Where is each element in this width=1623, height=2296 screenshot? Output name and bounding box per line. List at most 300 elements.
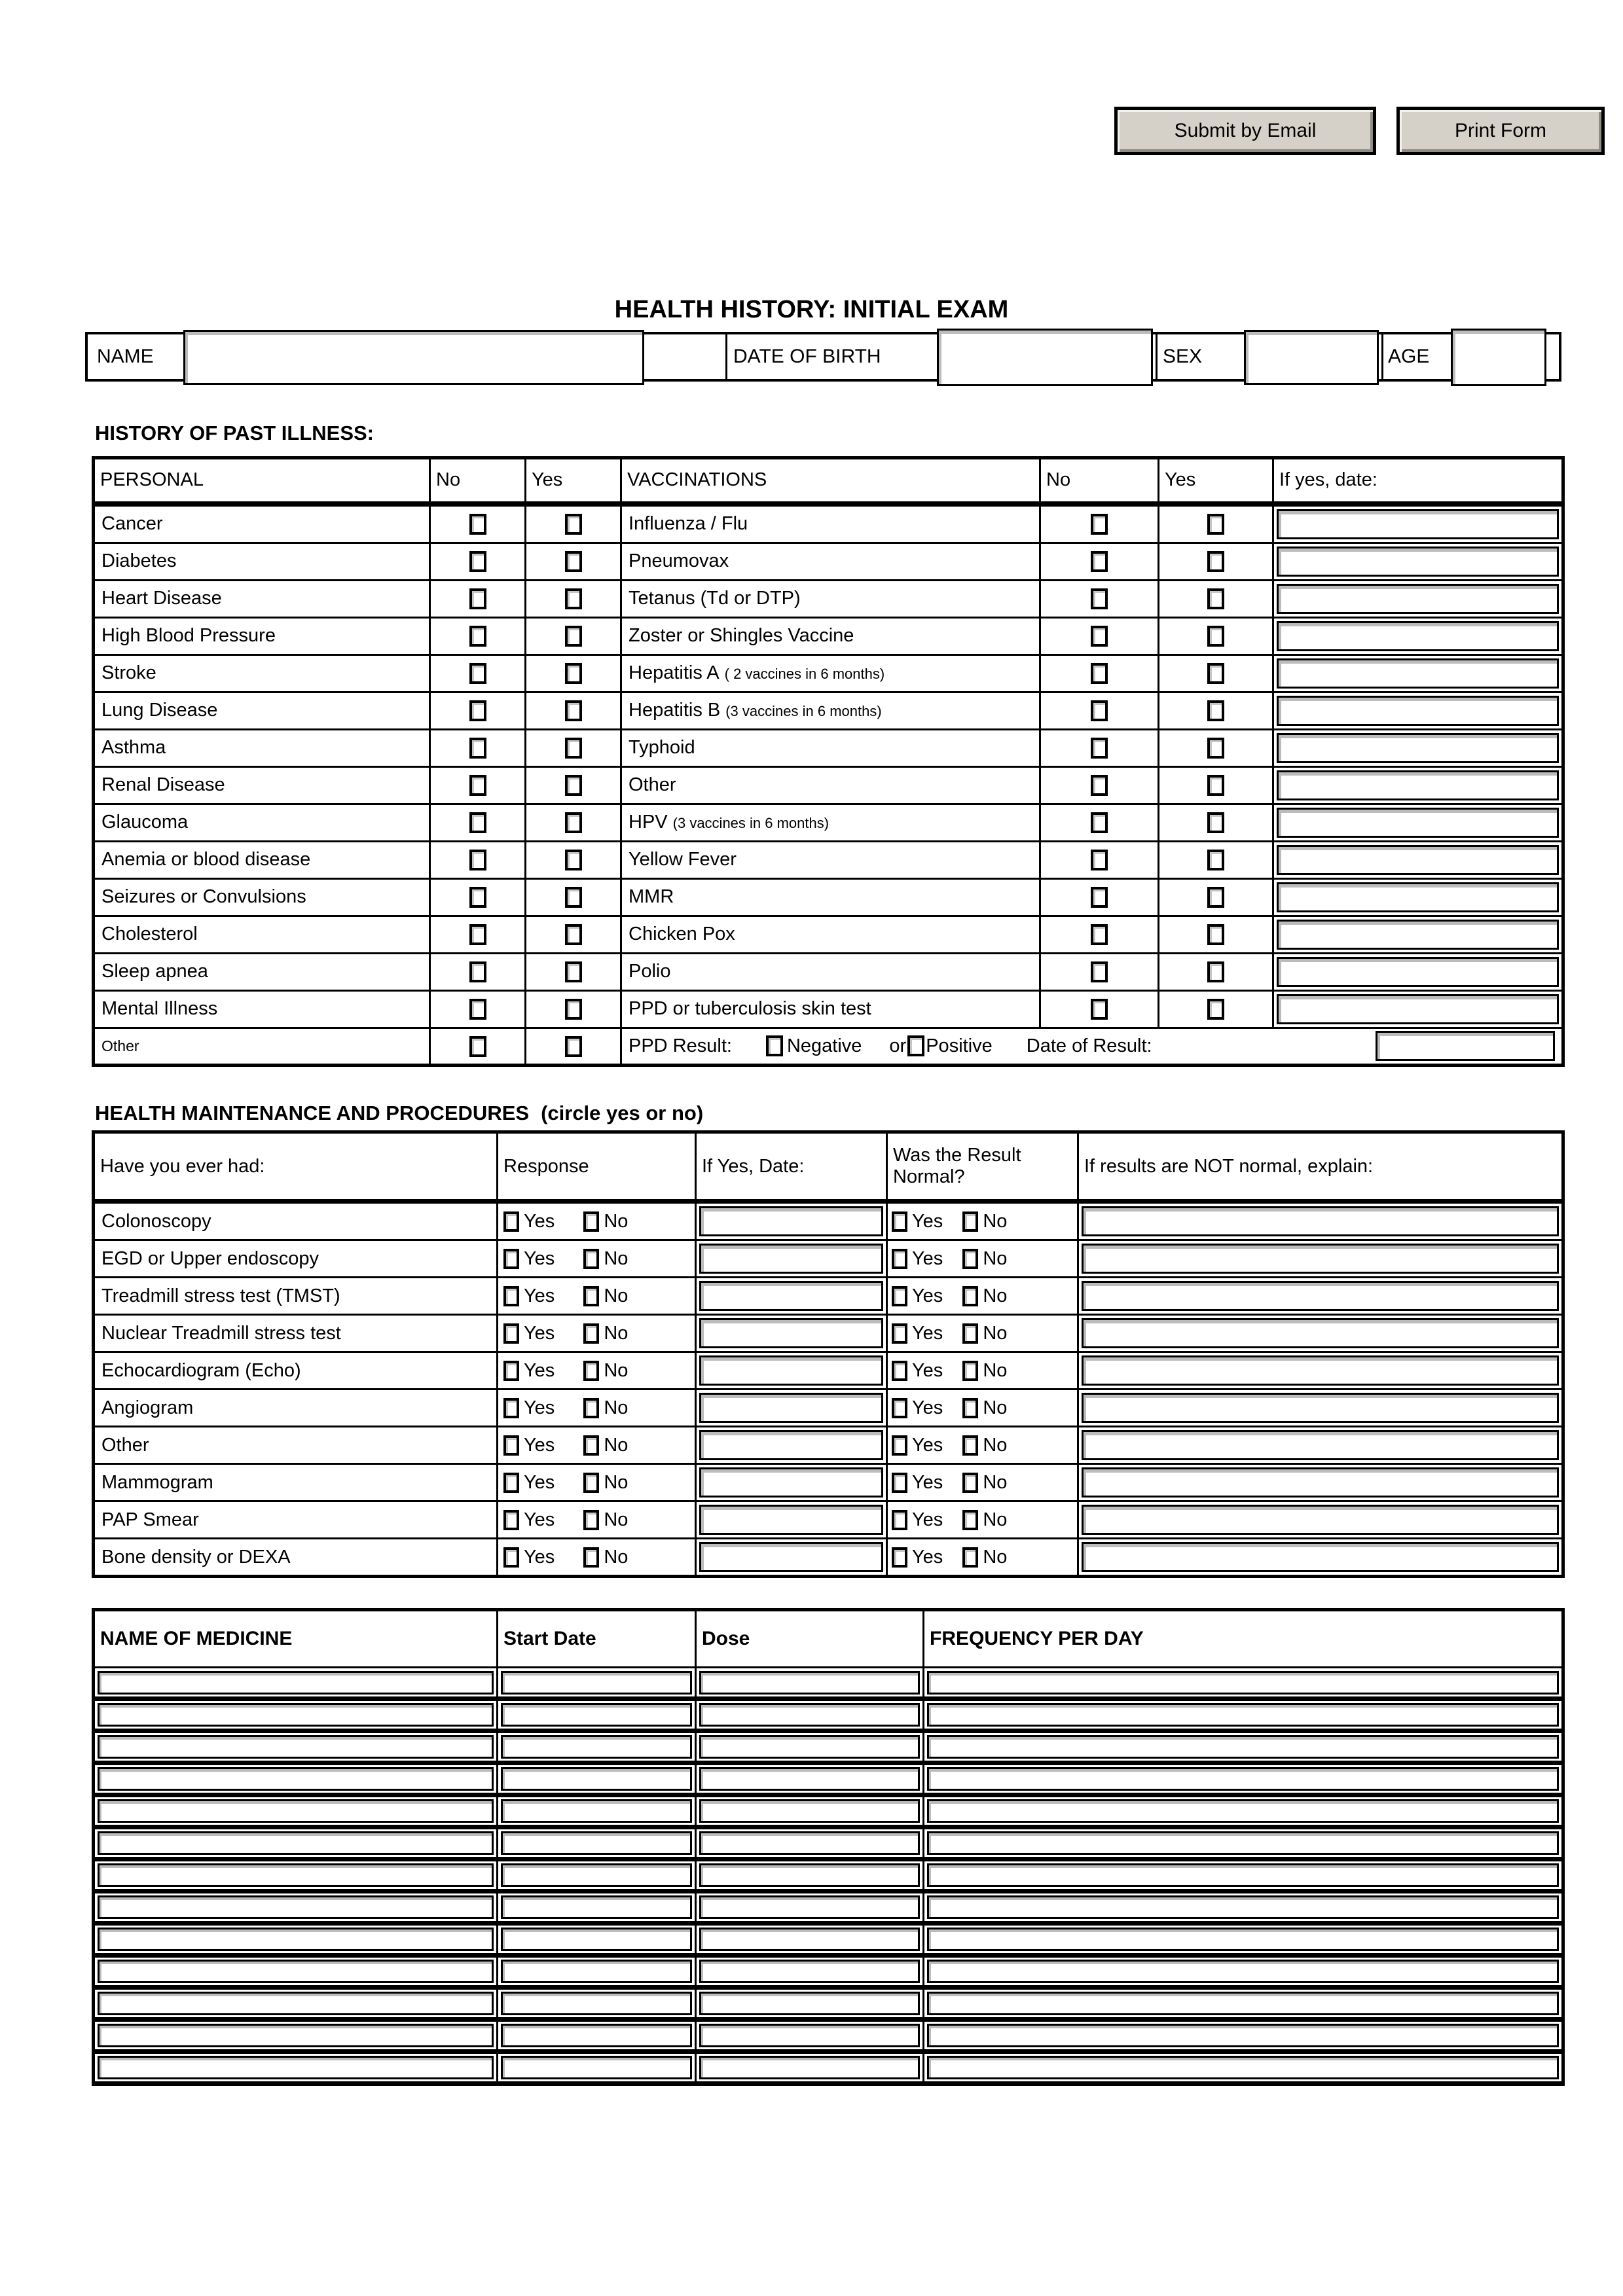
medicine-dose-input[interactable] <box>699 1992 920 2015</box>
response-yes-checkbox[interactable] <box>503 1473 519 1493</box>
medicine-start-date-input[interactable] <box>501 2024 692 2047</box>
column-header-have-you-ever-had: Have you ever had: <box>94 1132 498 1202</box>
personal-illness-label: Cancer <box>94 504 430 543</box>
normal-no-checkbox[interactable] <box>962 1510 978 1530</box>
personal-no-checkbox[interactable] <box>469 999 486 1020</box>
personal-yes-checkbox[interactable] <box>565 961 582 982</box>
normal-yes-checkbox[interactable] <box>892 1249 907 1269</box>
divider <box>1156 334 1158 379</box>
personal-yes-checkbox[interactable] <box>565 551 582 572</box>
medicine-row <box>94 2020 1563 2052</box>
response-no-checkbox[interactable] <box>583 1211 599 1232</box>
normal-yes-label: Yes <box>912 1397 943 1418</box>
medicine-dose-input[interactable] <box>699 1735 920 1759</box>
response-yes-label: Yes <box>524 1471 555 1493</box>
vaccination-yes-checkbox[interactable] <box>1207 588 1224 609</box>
vaccination-label <box>621 841 1040 878</box>
illness-table-row <box>94 1028 1563 1065</box>
vaccination-no-checkbox[interactable] <box>1091 999 1108 1020</box>
response-no-label: No <box>604 1471 629 1493</box>
procedure-explain-input[interactable] <box>1082 1281 1559 1311</box>
procedure-row <box>94 1352 1563 1390</box>
medicines-table <box>92 1608 1565 2086</box>
response-yes-checkbox[interactable] <box>503 1211 519 1232</box>
response-yes-label: Yes <box>524 1322 555 1344</box>
illness-section-heading: HISTORY OF PAST ILLNESS: <box>95 422 374 444</box>
medicine-name-input[interactable] <box>98 1863 494 1887</box>
vaccination-no-checkbox[interactable] <box>1091 626 1108 647</box>
normal-yes-checkbox[interactable] <box>892 1286 907 1306</box>
vaccination-date-input[interactable] <box>1277 994 1559 1024</box>
personal-illness-label: Lung Disease <box>94 692 430 729</box>
medicine-name-input[interactable] <box>98 1671 494 1695</box>
normal-yes-checkbox[interactable] <box>892 1211 907 1232</box>
personal-illness-label: Asthma <box>94 729 430 766</box>
vaccination-date-input[interactable] <box>1277 808 1559 838</box>
personal-no-checkbox[interactable] <box>469 887 486 908</box>
response-cell <box>498 1427 696 1464</box>
medicine-name-input[interactable] <box>98 1992 494 2015</box>
medicine-name-input[interactable] <box>98 1960 494 1983</box>
vaccination-yes-checkbox[interactable] <box>1207 663 1224 684</box>
normal-yes-label: Yes <box>912 1359 943 1381</box>
medicine-row <box>94 1924 1563 1956</box>
personal-yes-checkbox[interactable] <box>565 850 582 870</box>
ppd-result-row <box>621 1028 1563 1065</box>
procedure-date-input[interactable] <box>699 1430 883 1460</box>
response-cell <box>498 1501 696 1539</box>
medicine-dose-input[interactable] <box>699 2056 920 2079</box>
medicine-dose-input[interactable] <box>699 1671 920 1695</box>
response-yes-label: Yes <box>524 1434 555 1456</box>
response-cell <box>498 1539 696 1577</box>
personal-no-checkbox[interactable] <box>469 850 486 870</box>
normal-no-label: No <box>983 1247 1008 1269</box>
response-no-label: No <box>604 1509 629 1530</box>
name-label: NAME <box>97 346 154 367</box>
procedure-explain-input[interactable] <box>1082 1505 1559 1535</box>
response-no-checkbox[interactable] <box>583 1473 599 1493</box>
medicine-start-date-input[interactable] <box>501 1928 692 1951</box>
medicine-dose-input[interactable] <box>699 1863 920 1887</box>
vaccination-date-input[interactable] <box>1277 658 1559 689</box>
illness-table-row <box>94 990 1563 1028</box>
normal-yes-label: Yes <box>912 1509 943 1530</box>
vaccination-no-checkbox[interactable] <box>1091 551 1108 572</box>
procedure-date-input[interactable] <box>699 1505 883 1535</box>
medicine-dose-input[interactable] <box>699 2024 920 2047</box>
medicine-row <box>94 1892 1563 1924</box>
vaccination-yes-checkbox[interactable] <box>1207 700 1224 721</box>
vaccination-name: Polio <box>629 961 671 982</box>
procedure-date-input[interactable] <box>699 1467 883 1498</box>
vaccination-yes-checkbox[interactable] <box>1207 999 1224 1020</box>
medicine-start-date-input[interactable] <box>501 1960 692 1983</box>
column-header-yes: Yes <box>1159 458 1273 504</box>
response-cell <box>498 1464 696 1501</box>
medicine-frequency-input[interactable] <box>927 2024 1559 2047</box>
personal-no-checkbox[interactable] <box>469 775 486 796</box>
procedure-explain-input[interactable] <box>1082 1318 1559 1348</box>
medicine-name-input[interactable] <box>98 2056 494 2079</box>
personal-yes-checkbox[interactable] <box>565 775 582 796</box>
ppd-or-label: or <box>889 1035 907 1056</box>
procedure-date-input[interactable] <box>699 1542 883 1572</box>
medicine-frequency-input[interactable] <box>927 1960 1559 1983</box>
procedures-heading-text: HEALTH MAINTENANCE AND PROCEDURES <box>95 1102 530 1124</box>
column-header-start-date: Start Date <box>498 1610 696 1668</box>
medicine-start-date-input[interactable] <box>501 2056 692 2079</box>
personal-yes-checkbox[interactable] <box>565 626 582 647</box>
medicine-frequency-input[interactable] <box>927 2056 1559 2079</box>
procedures-table <box>92 1130 1565 1578</box>
response-no-checkbox[interactable] <box>583 1323 599 1344</box>
response-yes-checkbox[interactable] <box>503 1286 519 1306</box>
column-header-no: No <box>430 458 526 504</box>
normal-yes-checkbox[interactable] <box>892 1435 907 1456</box>
vaccination-yes-checkbox[interactable] <box>1207 626 1224 647</box>
medicine-frequency-input[interactable] <box>927 1992 1559 2015</box>
ppd-date-of-result-input[interactable] <box>1376 1031 1555 1061</box>
normal-no-checkbox[interactable] <box>962 1398 978 1418</box>
personal-no-checkbox[interactable] <box>469 700 486 721</box>
medicine-dose-input[interactable] <box>699 1960 920 1983</box>
vaccination-label <box>621 692 1040 729</box>
procedure-date-input[interactable] <box>699 1318 883 1348</box>
vaccination-date-input[interactable] <box>1277 509 1559 539</box>
response-yes-label: Yes <box>524 1546 555 1568</box>
normal-yes-checkbox[interactable] <box>892 1398 907 1418</box>
vaccination-no-checkbox[interactable] <box>1091 924 1108 945</box>
medicine-row <box>94 1956 1563 1988</box>
illness-table-row <box>94 543 1563 580</box>
medicine-row <box>94 1795 1563 1827</box>
personal-no-checkbox[interactable] <box>469 514 486 535</box>
medicine-frequency-input[interactable] <box>927 1863 1559 1887</box>
response-yes-checkbox[interactable] <box>503 1323 519 1344</box>
vaccination-date-input[interactable] <box>1277 845 1559 875</box>
vaccination-note: (3 vaccines in 6 months) <box>725 703 882 719</box>
medicine-dose-input[interactable] <box>699 1928 920 1951</box>
vaccination-name: Zoster or Shingles Vaccine <box>629 625 854 646</box>
procedure-label: Angiogram <box>94 1390 498 1427</box>
normal-no-checkbox[interactable] <box>962 1249 978 1269</box>
medicine-dose-input[interactable] <box>699 1767 920 1791</box>
response-no-checkbox[interactable] <box>583 1547 599 1568</box>
vaccination-date-input[interactable] <box>1277 696 1559 726</box>
procedure-label: Colonoscopy <box>94 1202 498 1240</box>
age-input[interactable] <box>1451 329 1546 386</box>
illness-table-row <box>94 504 1563 543</box>
vaccination-label <box>621 655 1040 692</box>
normal-no-checkbox[interactable] <box>962 1547 978 1568</box>
response-no-checkbox[interactable] <box>583 1361 599 1381</box>
response-yes-checkbox[interactable] <box>503 1547 519 1568</box>
personal-illness-label: Sleep apnea <box>94 953 430 990</box>
submit-by-email-button[interactable]: Submit by Email <box>1114 107 1376 155</box>
medicines-table-header-row <box>94 1610 1563 1668</box>
vaccination-yes-checkbox[interactable] <box>1207 775 1224 796</box>
procedures-heading-note: (circle yes or no) <box>541 1102 704 1124</box>
procedure-explain-input[interactable] <box>1082 1542 1559 1572</box>
vaccination-name: PPD or tuberculosis skin test <box>629 998 871 1019</box>
medicine-name-input[interactable] <box>98 2024 494 2047</box>
medicine-start-date-input[interactable] <box>501 1863 692 1887</box>
procedure-date-input[interactable] <box>699 1281 883 1311</box>
vaccination-date-input[interactable] <box>1277 584 1559 614</box>
medicine-start-date-input[interactable] <box>501 1735 692 1759</box>
procedure-explain-input[interactable] <box>1082 1393 1559 1423</box>
medicine-start-date-input[interactable] <box>501 1799 692 1823</box>
response-no-checkbox[interactable] <box>583 1249 599 1269</box>
personal-yes-checkbox[interactable] <box>565 663 582 684</box>
vaccination-no-checkbox[interactable] <box>1091 588 1108 609</box>
procedure-explain-input[interactable] <box>1082 1467 1559 1498</box>
medicine-row <box>94 1668 1563 1699</box>
normal-yes-label: Yes <box>912 1322 943 1344</box>
vaccination-date-input[interactable] <box>1277 547 1559 577</box>
normal-no-label: No <box>983 1509 1008 1530</box>
vaccination-note: (3 vaccines in 6 months) <box>672 815 830 831</box>
personal-no-checkbox[interactable] <box>469 588 486 609</box>
procedure-explain-input[interactable] <box>1082 1244 1559 1274</box>
result-normal-cell <box>887 1390 1078 1427</box>
vaccination-label <box>621 953 1040 990</box>
sex-label: SEX <box>1163 346 1203 367</box>
personal-no-checkbox[interactable] <box>469 626 486 647</box>
personal-no-checkbox[interactable] <box>469 551 486 572</box>
ppd-negative-checkbox[interactable] <box>766 1035 783 1056</box>
normal-no-checkbox[interactable] <box>962 1286 978 1306</box>
personal-no-checkbox[interactable] <box>469 924 486 945</box>
column-header-personal: PERSONAL <box>94 458 430 504</box>
personal-no-checkbox[interactable] <box>469 812 486 833</box>
dob-input[interactable] <box>937 329 1153 386</box>
medicine-row <box>94 1699 1563 1731</box>
vaccination-name: MMR <box>629 886 674 907</box>
response-yes-label: Yes <box>524 1359 555 1381</box>
procedure-date-input[interactable] <box>699 1393 883 1423</box>
personal-yes-checkbox[interactable] <box>565 924 582 945</box>
procedure-date-input[interactable] <box>699 1244 883 1274</box>
vaccination-no-checkbox[interactable] <box>1091 812 1108 833</box>
divider <box>1381 334 1383 379</box>
vaccination-name: Yellow Fever <box>629 849 737 870</box>
medicine-frequency-input[interactable] <box>927 1735 1559 1759</box>
illness-table-header-row <box>94 458 1563 504</box>
medicine-frequency-input[interactable] <box>927 1895 1559 1919</box>
medicine-name-input[interactable] <box>98 1928 494 1951</box>
response-yes-checkbox[interactable] <box>503 1249 519 1269</box>
medicine-start-date-input[interactable] <box>501 1671 692 1695</box>
personal-no-checkbox[interactable] <box>469 1036 486 1057</box>
vaccination-no-checkbox[interactable] <box>1091 700 1108 721</box>
medicine-name-input[interactable] <box>98 1735 494 1759</box>
personal-yes-checkbox[interactable] <box>565 738 582 759</box>
procedures-section-heading <box>95 1102 703 1125</box>
response-no-label: No <box>604 1359 629 1381</box>
procedure-label: Echocardiogram (Echo) <box>94 1352 498 1390</box>
patient-info-strip <box>85 332 1561 382</box>
response-yes-checkbox[interactable] <box>503 1435 519 1456</box>
vaccination-no-checkbox[interactable] <box>1091 887 1108 908</box>
result-normal-cell <box>887 1278 1078 1315</box>
normal-no-checkbox[interactable] <box>962 1361 978 1381</box>
medicine-start-date-input[interactable] <box>501 1831 692 1855</box>
medicine-name-input[interactable] <box>98 1831 494 1855</box>
personal-yes-checkbox[interactable] <box>565 999 582 1020</box>
column-header-frequency: FREQUENCY PER DAY <box>924 1610 1563 1668</box>
response-no-label: No <box>604 1434 629 1456</box>
vaccination-yes-checkbox[interactable] <box>1207 924 1224 945</box>
ppd-positive-label: Positive <box>926 1035 993 1056</box>
vaccination-date-input[interactable] <box>1277 733 1559 763</box>
response-yes-label: Yes <box>524 1210 555 1232</box>
medicine-frequency-input[interactable] <box>927 1703 1559 1727</box>
normal-yes-checkbox[interactable] <box>892 1473 907 1493</box>
medicine-start-date-input[interactable] <box>501 1895 692 1919</box>
sex-input[interactable] <box>1244 330 1379 385</box>
vaccination-yes-checkbox[interactable] <box>1207 514 1224 535</box>
print-form-button[interactable]: Print Form <box>1396 107 1605 155</box>
vaccination-note: ( 2 vaccines in 6 months) <box>724 666 885 682</box>
personal-illness-label: Other <box>94 1028 430 1065</box>
personal-yes-checkbox[interactable] <box>565 812 582 833</box>
illness-table <box>92 456 1565 1067</box>
personal-illness-label: Anemia or blood disease <box>94 841 430 878</box>
name-input[interactable] <box>183 330 644 385</box>
medicine-frequency-input[interactable] <box>927 1799 1559 1823</box>
personal-yes-checkbox[interactable] <box>565 887 582 908</box>
column-header-yes: Yes <box>526 458 621 504</box>
vaccination-no-checkbox[interactable] <box>1091 850 1108 870</box>
illness-table-row <box>94 655 1563 692</box>
response-yes-checkbox[interactable] <box>503 1398 519 1418</box>
normal-no-checkbox[interactable] <box>962 1473 978 1493</box>
medicine-dose-input[interactable] <box>699 1703 920 1727</box>
vaccination-yes-checkbox[interactable] <box>1207 961 1224 982</box>
normal-no-label: No <box>983 1546 1008 1568</box>
normal-no-checkbox[interactable] <box>962 1211 978 1232</box>
column-header-was-result-normal: Was the Result Normal? <box>887 1132 1078 1202</box>
medicine-frequency-input[interactable] <box>927 1767 1559 1791</box>
response-cell <box>498 1278 696 1315</box>
column-header-dose: Dose <box>696 1610 924 1668</box>
personal-yes-checkbox[interactable] <box>565 588 582 609</box>
vaccination-no-checkbox[interactable] <box>1091 514 1108 535</box>
personal-illness-label: Diabetes <box>94 543 430 580</box>
medicine-frequency-input[interactable] <box>927 1928 1559 1951</box>
medicine-name-input[interactable] <box>98 1703 494 1727</box>
medicine-name-input[interactable] <box>98 1895 494 1919</box>
procedure-date-input[interactable] <box>699 1206 883 1236</box>
personal-yes-checkbox[interactable] <box>565 700 582 721</box>
vaccination-yes-checkbox[interactable] <box>1207 850 1224 870</box>
normal-no-checkbox[interactable] <box>962 1323 978 1344</box>
normal-yes-label: Yes <box>912 1471 943 1493</box>
ppd-result-label: PPD Result: <box>629 1035 732 1056</box>
normal-no-label: No <box>983 1285 1008 1306</box>
response-no-checkbox[interactable] <box>583 1435 599 1456</box>
vaccination-label <box>621 916 1040 953</box>
vaccination-yes-checkbox[interactable] <box>1207 551 1224 572</box>
normal-yes-checkbox[interactable] <box>892 1510 907 1530</box>
personal-illness-label: High Blood Pressure <box>94 617 430 655</box>
illness-table-row <box>94 878 1563 916</box>
vaccination-no-checkbox[interactable] <box>1091 775 1108 796</box>
ppd-positive-checkbox[interactable] <box>907 1035 924 1056</box>
normal-yes-checkbox[interactable] <box>892 1547 907 1568</box>
medicine-frequency-input[interactable] <box>927 1671 1559 1695</box>
vaccination-yes-checkbox[interactable] <box>1207 887 1224 908</box>
procedure-row <box>94 1464 1563 1501</box>
personal-no-checkbox[interactable] <box>469 961 486 982</box>
personal-illness-label: Stroke <box>94 655 430 692</box>
normal-yes-checkbox[interactable] <box>892 1323 907 1344</box>
medicine-start-date-input[interactable] <box>501 1767 692 1791</box>
vaccination-no-checkbox[interactable] <box>1091 663 1108 684</box>
vaccination-name: Hepatitis A <box>629 662 720 683</box>
response-yes-checkbox[interactable] <box>503 1361 519 1381</box>
response-no-checkbox[interactable] <box>583 1510 599 1530</box>
personal-no-checkbox[interactable] <box>469 738 486 759</box>
medicine-dose-input[interactable] <box>699 1831 920 1855</box>
procedure-date-input[interactable] <box>699 1355 883 1386</box>
column-header-explain: If results are NOT normal, explain: <box>1078 1132 1563 1202</box>
response-no-label: No <box>604 1546 629 1568</box>
procedure-explain-input[interactable] <box>1082 1430 1559 1460</box>
medicine-dose-input[interactable] <box>699 1895 920 1919</box>
medicine-frequency-input[interactable] <box>927 1831 1559 1855</box>
medicine-start-date-input[interactable] <box>501 1703 692 1727</box>
response-no-checkbox[interactable] <box>583 1398 599 1418</box>
response-no-checkbox[interactable] <box>583 1286 599 1306</box>
result-normal-cell <box>887 1240 1078 1278</box>
vaccination-name: Tetanus (Td or DTP) <box>629 588 801 609</box>
procedure-explain-input[interactable] <box>1082 1355 1559 1386</box>
procedure-explain-input[interactable] <box>1082 1206 1559 1236</box>
personal-illness-label: Renal Disease <box>94 766 430 804</box>
vaccination-label <box>621 580 1040 617</box>
response-yes-checkbox[interactable] <box>503 1510 519 1530</box>
procedure-row <box>94 1240 1563 1278</box>
personal-illness-label: Mental Illness <box>94 990 430 1028</box>
medicine-name-input[interactable] <box>98 1799 494 1823</box>
vaccination-no-checkbox[interactable] <box>1091 961 1108 982</box>
personal-no-checkbox[interactable] <box>469 663 486 684</box>
personal-yes-checkbox[interactable] <box>565 1036 582 1057</box>
vaccination-date-input[interactable] <box>1277 957 1559 987</box>
vaccination-yes-checkbox[interactable] <box>1207 738 1224 759</box>
result-normal-cell <box>887 1427 1078 1464</box>
vaccination-date-input[interactable] <box>1277 882 1559 912</box>
vaccination-no-checkbox[interactable] <box>1091 738 1108 759</box>
normal-yes-checkbox[interactable] <box>892 1361 907 1381</box>
vaccination-name: Typhoid <box>629 737 695 758</box>
vaccination-date-input[interactable] <box>1277 920 1559 950</box>
medicine-dose-input[interactable] <box>699 1799 920 1823</box>
normal-no-checkbox[interactable] <box>962 1435 978 1456</box>
dob-label: DATE OF BIRTH <box>733 346 881 367</box>
medicine-start-date-input[interactable] <box>501 1992 692 2015</box>
medicine-name-input[interactable] <box>98 1767 494 1791</box>
vaccination-date-input[interactable] <box>1277 770 1559 800</box>
illness-table-row <box>94 729 1563 766</box>
vaccination-yes-checkbox[interactable] <box>1207 812 1224 833</box>
ppd-negative-label: Negative <box>786 1035 862 1056</box>
vaccination-date-input[interactable] <box>1277 621 1559 651</box>
personal-yes-checkbox[interactable] <box>565 514 582 535</box>
